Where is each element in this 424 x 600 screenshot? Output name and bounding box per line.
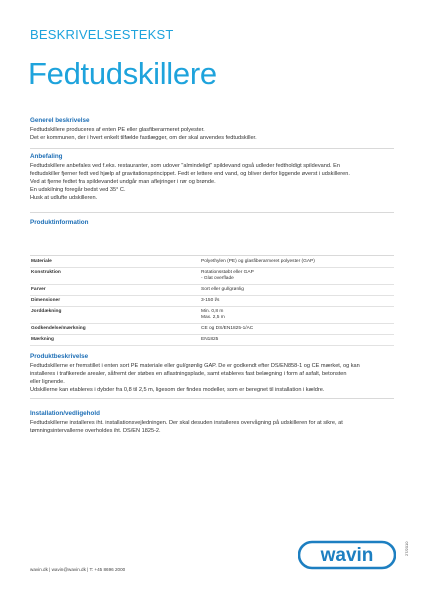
section-heading: Produktbeskrivelse: [30, 353, 89, 360]
row-value: Rotationsstøbt eller GAP - Glat overflade: [201, 270, 254, 281]
paragraph-line: Ved at fjerne fedtet fra spildevandet undgår man aflejringer i rør og brønde.: [30, 179, 216, 185]
row-label: Mærkning: [31, 337, 54, 342]
row-label: Konstruktion: [31, 270, 61, 275]
table-row: [30, 257, 394, 268]
section-installation: [30, 410, 394, 435]
paragraph-line: Udskillerne kan etableres i dybder fra 0,8 til 2,5 m, ligesom der findes modeller, som er beregnet til installation i kældre.: [30, 387, 325, 393]
paragraph-line: tømningsintervallerne overholdes iht. DS/EN 1825-2.: [30, 428, 161, 434]
section-heading: Installation/vedligehold: [30, 410, 100, 417]
table-row: [30, 307, 394, 324]
row-label: Materiale: [31, 259, 52, 264]
section-heading: Generel beskrivelse: [30, 117, 90, 124]
table-top-rule: [30, 255, 394, 256]
paragraph-line: Fedtudskillerne er fremstillet i enten sort PE materiale eller gul/grønlig GAP. De er godkendt efter DS/EN858-1 og CE mærket, og kan: [30, 363, 360, 369]
paragraph-line: Fedtudskillere produceres af enten PE eller glasfiberarmeret polyester.: [30, 127, 205, 133]
row-label: Dimensioner: [31, 298, 61, 303]
document-category: BESKRIVELSESTEKST: [30, 27, 174, 42]
table-row: [30, 324, 394, 335]
paragraph-line: En udskilning foregår bedst ved 35° C.: [30, 187, 126, 193]
row-label: Farver: [31, 287, 46, 292]
section-heading: Produktinformation: [30, 219, 89, 226]
section-divider: [30, 398, 394, 399]
section-divider: [30, 212, 394, 213]
paragraph-line: eller lignende.: [30, 379, 65, 385]
logo-text: wavin: [320, 545, 374, 566]
paragraph-line: fedtudskiller fjerner fedt ved hjælp af gravitationsprincippet. Fedt er lettere end vand, og bliver derfor liggende øverst i udskilleren.: [30, 171, 350, 177]
footer-contact: wavin.dk | wavin@wavin.dk | T: +45 8696 2000: [30, 567, 126, 572]
paragraph-line: Det er kommunen, der i hvert enkelt tilfælde fastlægger, om der skal anvendes fedtudskiller.: [30, 135, 257, 141]
row-value: 3-150 l/s: [201, 298, 220, 303]
section-divider: [30, 148, 394, 149]
section-general: [30, 117, 394, 142]
row-value: Min. 0,8 m Max. 2,5 m: [201, 309, 225, 320]
table-row: [30, 335, 394, 346]
paragraph-line: installeres i trafikerede arealer, såfremt der støbes en aflastningsplade, samt etableres fast belægning i form af asfalt, betonsten: [30, 371, 347, 377]
section-heading: Anbefaling: [30, 153, 63, 160]
row-value: CE og DS/EN1825-1/AC: [201, 326, 254, 331]
wavin-logo: [298, 540, 396, 570]
row-value: EN1825: [201, 337, 219, 342]
paragraph-line: Fedtudskillere anbefales ved f.eks. restauranter, som udover "almindeligt" spildevand også udleder fedtholdigt spildevand. En: [30, 163, 340, 169]
table-row: [30, 268, 394, 285]
document-id: 27/2010: [404, 541, 409, 556]
row-value: Polyethylen (PE) og glasfiberarmeret polyester (GAP): [201, 259, 315, 264]
section-product-info: [30, 219, 394, 228]
row-label: Godkendelse/mærkning: [31, 326, 86, 331]
row-value: Sort eller gul/grønlig: [201, 287, 244, 292]
page-title: Fedtudskillere: [28, 56, 217, 91]
paragraph-line: Fedtudskillerne installeres iht. installationsvejledningen. Der skal desuden installeres overvågning på udskilleren for at sikre, at: [30, 420, 343, 426]
table-row: [30, 296, 394, 307]
section-use: [30, 153, 394, 202]
table-row: [30, 285, 394, 296]
section-product-description: [30, 353, 394, 394]
product-info-table: [30, 257, 394, 346]
row-label: Jorddækning: [31, 309, 62, 314]
paragraph-line: Husk at udlufte udskilleren.: [30, 195, 98, 201]
